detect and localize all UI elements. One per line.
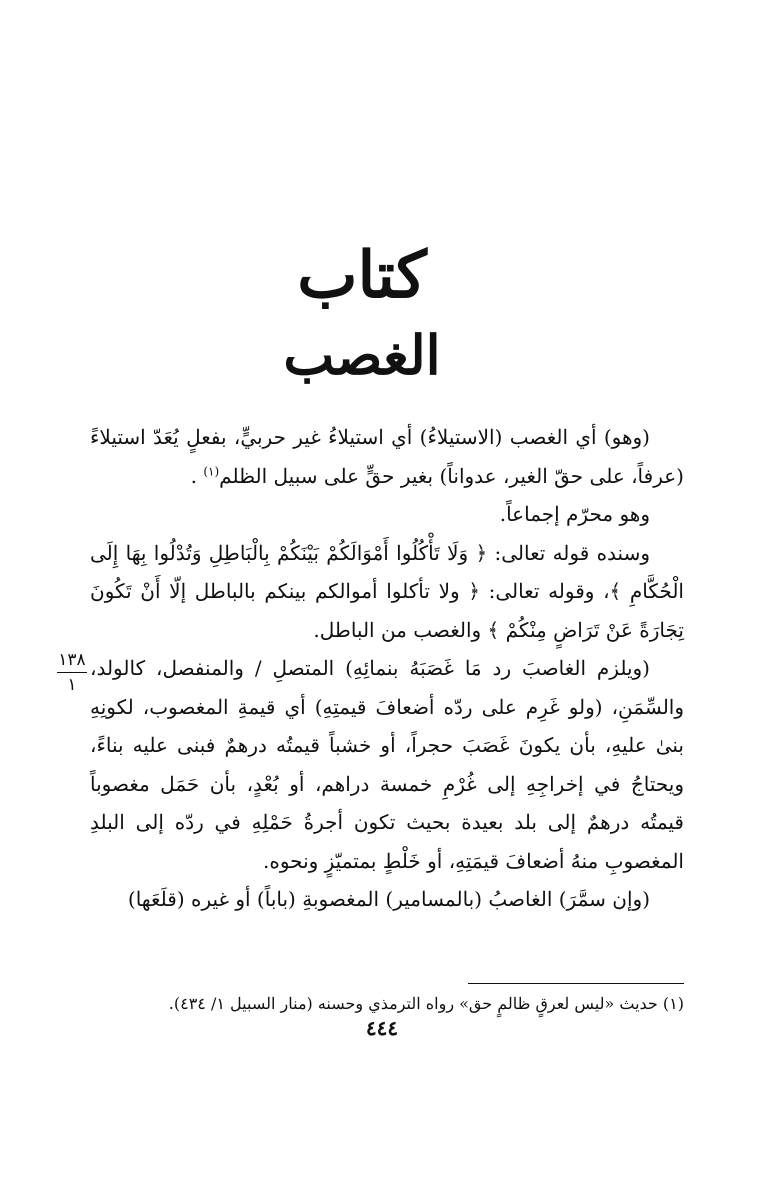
footnote: (١) حديث «ليس لعرقٍ ظالمٍ حق» رواه الترمذي وحسنه (منار السبيل ١/ ٤٣٤). (168, 994, 684, 1013)
chapter-title-sub: الغصب (283, 323, 441, 387)
paragraph-definition (90, 418, 684, 495)
paragraph-ruling: وهو محرّم إجماعاً. (499, 502, 650, 526)
footnote-reference: (١) (203, 463, 220, 478)
page-number: ٤٤٤ (365, 1016, 399, 1040)
footnote-separator (468, 983, 684, 984)
margin-page-reference (52, 650, 92, 695)
margin-page-reference-bottom: ١ (67, 675, 77, 695)
margin-page-reference-top: ١٣٨ (58, 650, 86, 670)
paragraph-evidence: وسنده قوله تعالى: ﴿ وَلَا تَأْكُلُوا أَمْوَالَكُمْ بَيْنَكُمْ بِالْبَاطِلِ وَتُدْلُوا بِهَا إِلَى الْحُكَّامِ ﴾، وقوله تعالى: ﴿ ولا تأكلوا أموالكم بينكم بالباطل إلّا أَنْ تَكُونَ تِجَارَةً عَنْ تَرَاضٍ مِنْكُمْ ﴾ والغصب من الباطل. (90, 540, 684, 642)
margin-page-reference-divider (57, 672, 87, 673)
paragraph-definition-text: (وهو) أي الغصب (الاستيلاءُ) أي استيلاءُ غير حربيٍّ، بفعلٍ يُعَدّ استيلاءً (عرفاً، على حقّ الغير، عدواناً) بغير حقٍّ على سبيل الظلم (90, 425, 684, 488)
chapter-title (232, 228, 492, 392)
chapter-title-main: كتاب (297, 238, 427, 313)
paragraph-return-obligation: (ويلزم الغاصبَ رد مَا غَصَبَهُ بنمائِهِ) المتصلِ / والمنفصل، كالولد، والسِّمَنِ، (ولو غَرِم على ردّه أضعافَ قيمتِهِ) أي قيمةِ المغصوب، لكونِهِ بنىٰ عليهِ، بأن يكونَ غَصَبَ حجراً، أو خشباً قيمتُه درهمٌ فبنى عليه بناءً، ويحتاجُ في إخراجِهِ إلى غُرْمِ خمسة دراهم، أو بُعْدٍ، بأن حَمَل مغصوباً قيمتُه درهمٌ إلى بلد بعيدة بحيث تكون أجرةُ حَمْلِهِ في ردّه إلى البلدِ المغصوبِ منهُ أضعافَ قيمَتِهِ، أو خَلْطٍ بمتميّزٍ ونحوه. (90, 656, 684, 873)
paragraph-definition-end: . (190, 463, 197, 488)
body-text (90, 418, 684, 919)
paragraph-nails: (وإن سمَّرَ) الغاصبُ (بالمسامير) المغصوبةِ (باباً) أو غيره (قلَعَها) (127, 887, 650, 911)
